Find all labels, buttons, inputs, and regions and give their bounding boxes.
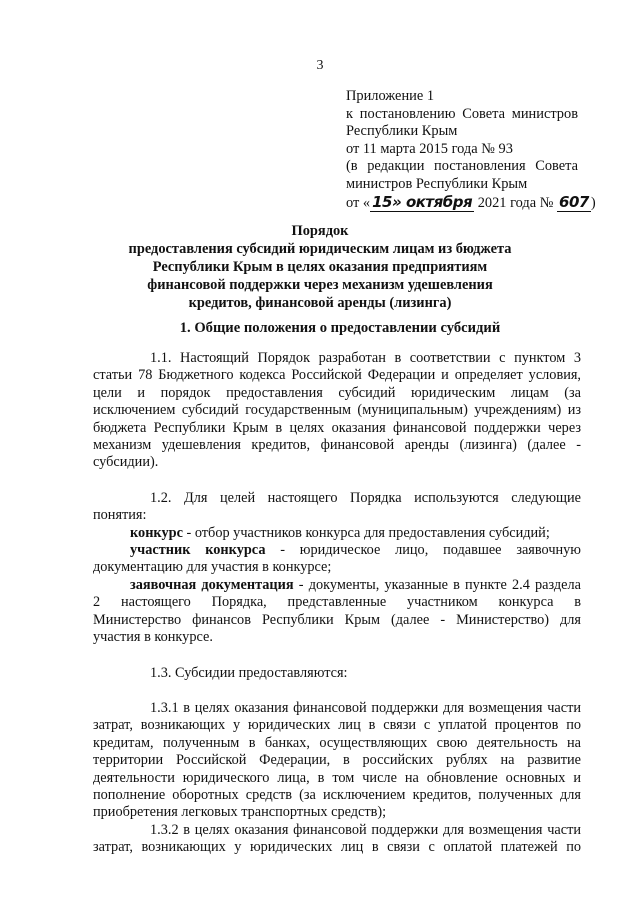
title-line: Республики Крым в целях оказания предприятиям [152, 259, 488, 275]
appendix-line: к постановлению Совета министров [346, 105, 578, 122]
title-line: кредитов, финансовой аренды (лизинга) [188, 295, 452, 311]
term: заявочная документация [130, 576, 294, 593]
text-line: Министерство финансов Республики Крым (далее - Министерство) для [93, 611, 581, 628]
text-line: исключением субсидий государственным (муниципальным) учреждениям) из [93, 402, 581, 419]
text-line: участия в конкурсе. [93, 629, 213, 646]
appendix-line: от 11 марта 2015 года № 93 [346, 140, 513, 157]
appendix-line: Республики Крым [346, 123, 458, 140]
appendix-date-line [346, 192, 596, 213]
text-line: пополнение оборотных средств (за исключением кредитов, полученных для [93, 786, 581, 803]
paragraph-1-3 [93, 665, 581, 682]
date-mid: 2021 года № [474, 194, 554, 211]
appendix-header [346, 88, 596, 212]
appendix-line: (в редакции постановления Совета [346, 158, 578, 175]
text-line: деятельности юридического лица, в том числе на обновление основных и [93, 769, 581, 786]
text-line: приобретения легковых транспортных средств); [93, 804, 387, 821]
document-body [93, 350, 581, 857]
paragraph-1-3-2 [93, 822, 581, 857]
date-prefix: от « [346, 194, 371, 211]
text-line: 1.3. Субсидии предоставляются: [150, 664, 348, 681]
text-line: статьи 78 Бюджетного кодекса Российской Федерации и определяет условия, [93, 367, 581, 384]
paragraph-1-3-1 [93, 700, 581, 822]
text-line: 1.3.2 в целях оказания финансовой поддержки для возмещения части [150, 821, 581, 838]
definition-konkurs: конкурс - отбор участников конкурса для предоставления субсидий; [130, 524, 550, 541]
text-line: 1.3.1 в целях оказания финансовой поддержки для возмещения части [150, 699, 581, 716]
handwritten-number: 607 [559, 192, 589, 211]
title-line: предоставления субсидий юридическим лицам из бюджета [128, 241, 512, 257]
text-line: субсидии). [93, 454, 159, 471]
text-line: 2 настоящего Порядка, представленные участником конкурса в [93, 594, 581, 611]
term: конкурс [130, 524, 183, 541]
text-line: затрат, возникающих у юридических лиц в связи с уплатой процентов по [93, 717, 581, 734]
paragraph-1-2 [93, 490, 581, 647]
term: участник конкурса [130, 542, 266, 559]
text-line: 1.1. Настоящий Порядок разработан в соответствии с пунктом 3 [150, 350, 581, 366]
definition-zayavochnaya: заявочная документация - документы, указанные в пункте 2.4 раздела [130, 576, 581, 593]
text-line: механизм удешевления кредитов, финансовой аренды (лизинга) (далее - [93, 437, 581, 454]
title-line: Порядок [291, 223, 349, 239]
text-line: кредитам, полученным в банках, осуществляющих свою деятельность на [93, 734, 581, 751]
paragraph-1-1 [93, 350, 581, 472]
text-line: документацию для участия в конкурсе; [93, 559, 332, 576]
title-line: финансовой поддержки через механизм удешевления [147, 277, 493, 293]
text-line: затрат, возникающих у юридических лиц в связи с оплатой платежей по [93, 839, 581, 856]
section-heading: 1. Общие положения о предоставлении субсидий [179, 320, 501, 336]
text-line: понятия: [93, 507, 147, 524]
appendix-line: Приложение 1 [346, 88, 435, 104]
handwritten-date: 15» октября [372, 192, 473, 211]
definition-uchastnik: участник конкурса - юридическое лицо, подавшее заявочную [130, 542, 581, 559]
text-line: бюджета Республики Крым в целях оказания финансовой поддержки через [93, 419, 581, 436]
page-number: 3 [316, 58, 324, 73]
date-suffix: ) [590, 194, 596, 211]
text-line: цели и порядок предоставления субсидий юридическим лицам (за [93, 384, 581, 401]
text-line: 1.2. Для целей настоящего Порядка используются следующие [150, 489, 581, 506]
text-line: территории Российской Федерации, в российских рублях на развитие [93, 752, 581, 769]
document-title [100, 222, 540, 312]
appendix-line: министров Республики Крым [346, 175, 528, 192]
